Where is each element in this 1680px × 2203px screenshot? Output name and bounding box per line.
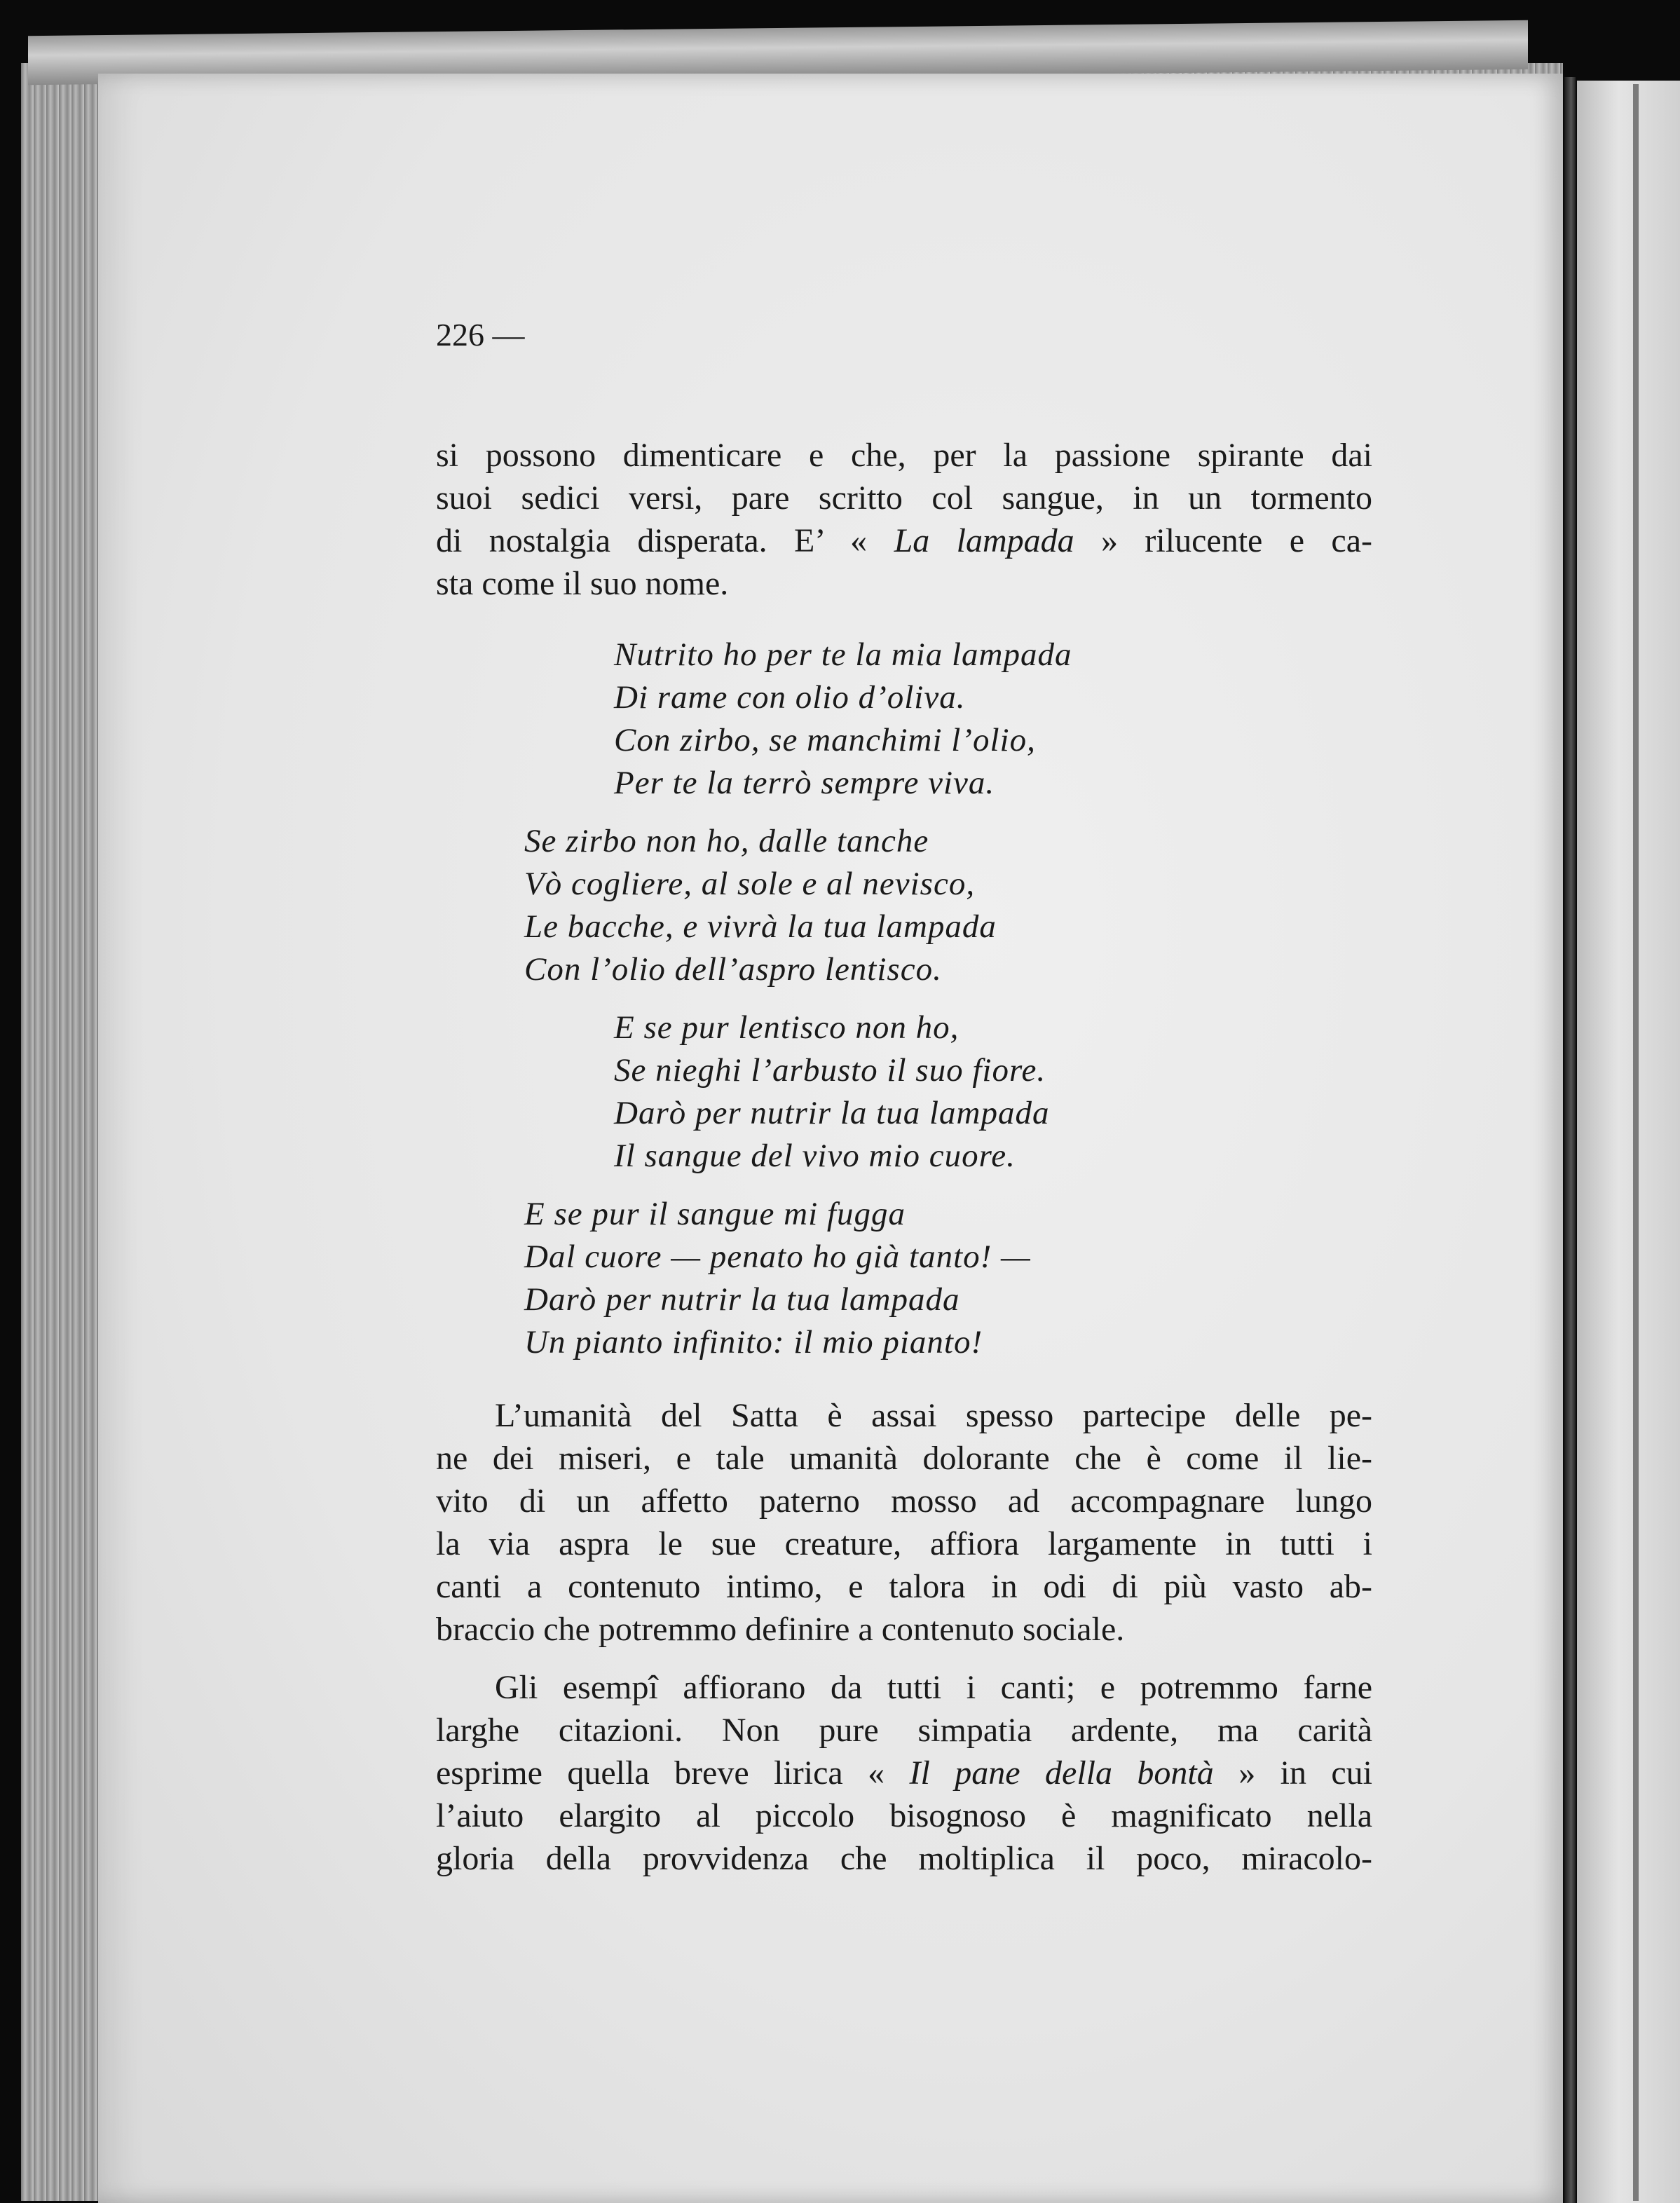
- prose-text: » rilucente e ca-: [1074, 522, 1373, 559]
- verse-line: Darò per nutrir la tua lampada: [524, 1281, 960, 1318]
- book-gutter: [1564, 77, 1576, 2203]
- prose-line: [436, 520, 1372, 563]
- prose-line: la via aspra le sue creature, affiora largamente in tutti i: [436, 1525, 1372, 1562]
- prose-line: braccio che potremmo definire a contenuto sociale.: [436, 1611, 1125, 1648]
- verse-line: Darò per nutrir la tua lampada: [614, 1095, 1050, 1131]
- verse-line: Nutrito ho per te la mia lampada: [614, 636, 1072, 673]
- verse-line: Vò cogliere, al sole e al nevisco,: [524, 866, 976, 902]
- verse-line: Le bacche, e vivrà la tua lampada: [524, 908, 997, 945]
- prose-line: Gli esempî affiorano da tutti i canti; e potremmo farne: [495, 1669, 1372, 1706]
- prose-line: gloria della provvidenza che moltiplica il poco, miracolo-: [436, 1840, 1372, 1877]
- prose-text: di nostalgia disperata. E’ «: [436, 522, 894, 559]
- prose-line: L’umanità del Satta è assai spesso partecipe delle pe-: [495, 1397, 1372, 1434]
- prose-line: larghe citazioni. Non pure simpatia ardente, ma carità: [436, 1712, 1372, 1749]
- verse-line: Il sangue del vivo mio cuore.: [614, 1138, 1016, 1174]
- prose-line: ne dei miseri, e tale umanità dolorante che è come il lie-: [436, 1440, 1372, 1477]
- prose-text: » in cui: [1213, 1754, 1373, 1792]
- poem-title: Il pane della bontà: [909, 1754, 1214, 1792]
- prose-line: vito di un affetto paterno mosso ad accompagnare lungo: [436, 1482, 1372, 1520]
- prose-line: [436, 1752, 1372, 1795]
- verse-line: Se nieghi l’arbusto il suo fiore.: [614, 1052, 1046, 1089]
- verse-line: E se pur lentisco non ho,: [614, 1009, 959, 1046]
- verse-line: Un pianto infinito: il mio pianto!: [524, 1324, 983, 1360]
- prose-text: esprime quella breve lirica «: [436, 1754, 910, 1792]
- prose-line: sta come il suo nome.: [436, 565, 729, 602]
- facing-page-fold: [1633, 84, 1639, 2201]
- facing-page-edge: [1577, 81, 1680, 2203]
- verse-line: Per te la terrò sempre viva.: [614, 765, 995, 801]
- poem-title: La lampada: [894, 522, 1074, 559]
- prose-line: canti a contenuto intimo, e talora in odi di più vasto ab-: [436, 1568, 1372, 1605]
- prose-line: si possono dimenticare e che, per la passione spirante dai: [436, 437, 1372, 474]
- page-number: 226 —: [436, 317, 525, 353]
- verse-line: E se pur il sangue mi fugga: [524, 1196, 906, 1232]
- verse-line: Di rame con olio d’oliva.: [614, 679, 966, 716]
- prose-line: suoi sedici versi, pare scritto col sangue, in un tormento: [436, 479, 1372, 517]
- verse-line: Con l’olio dell’aspro lentisco.: [524, 951, 942, 988]
- prose-line: l’aiuto elargito al piccolo bisognoso è magnificato nella: [436, 1797, 1372, 1834]
- verse-line: Se zirbo non ho, dalle tanche: [524, 823, 929, 859]
- verse-line: Dal cuore — penato ho già tanto! —: [524, 1239, 1031, 1275]
- verse-line: Con zirbo, se manchimi l’olio,: [614, 722, 1036, 758]
